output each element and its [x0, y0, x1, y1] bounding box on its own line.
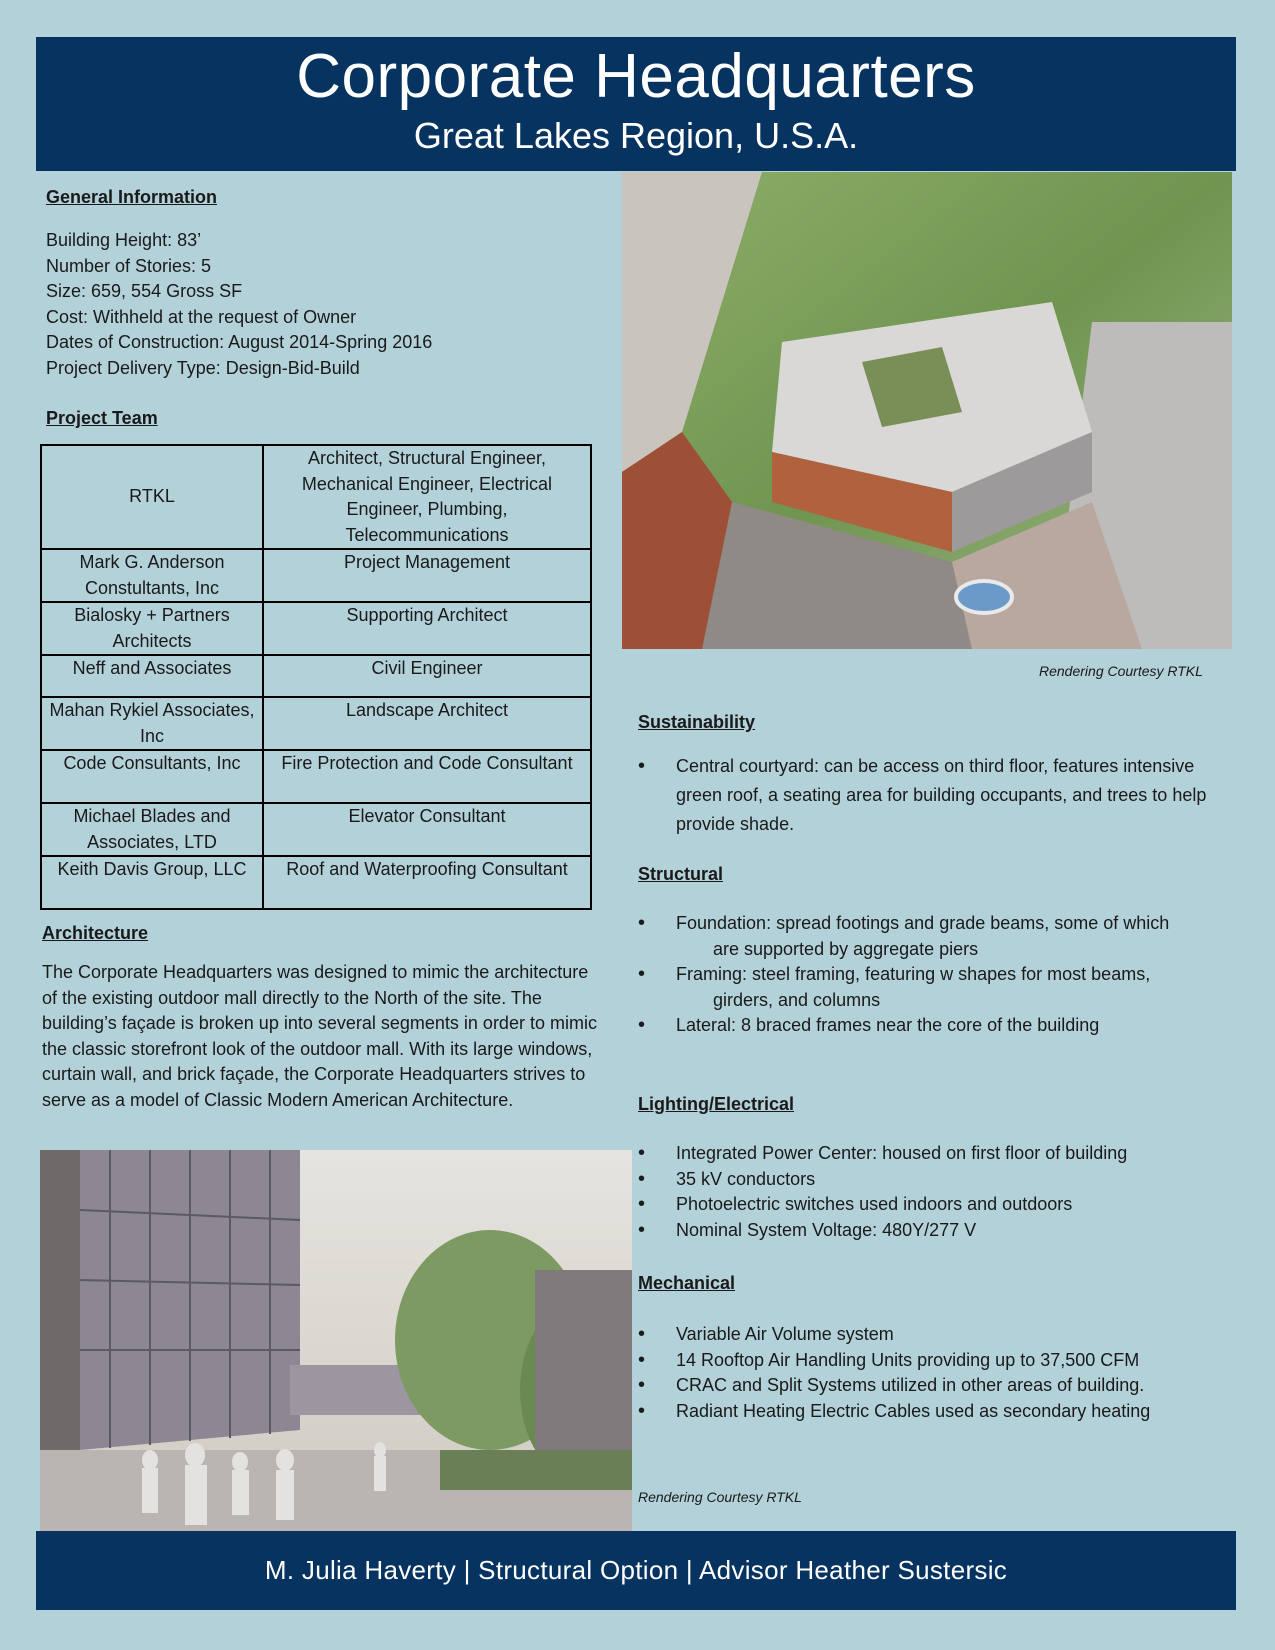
team-role: Supporting Architect: [263, 602, 591, 655]
team-firm: Michael Blades and Associates, LTD: [41, 803, 263, 856]
info-line: Project Delivery Type: Design-Bid-Build: [46, 357, 360, 378]
team-firm: Mark G. Anderson Constultants, Inc: [41, 549, 263, 602]
list-item: • Radiant Heating Electric Cables used as secondary heating: [638, 1399, 1238, 1425]
list-item: • CRAC and Split Systems utilized in other areas of building.: [638, 1373, 1238, 1399]
project-team-table: [40, 444, 592, 910]
architecture-paragraph: The Corporate Headquarters was designed to mimic the architecture of the existing outdoor mall directly to the North of the site. The building’s façade is broken up into several segments in order to mimic the classic storefront look of the outdoor mall. With its large windows, curtain wall, and brick façade, the Corporate Headquarters strives to serve as a model of Classic Modern American Architecture.: [42, 962, 597, 1110]
aerial-rendering-caption: Rendering Courtesy RTKL: [1039, 663, 1203, 679]
list-item: • Integrated Power Center: housed on first floor of building: [638, 1141, 1238, 1167]
sustainability-heading: Sustainability: [638, 712, 756, 732]
list-item-continuation: are supported by aggregate piers: [713, 938, 979, 959]
team-firm: Mahan Rykiel Associates, Inc: [41, 697, 263, 750]
info-line: Building Height: 83’: [46, 230, 202, 250]
list-item: [638, 911, 1238, 962]
table-row: [41, 655, 591, 697]
team-role: Civil Engineer: [263, 655, 591, 697]
structural-heading: Structural: [638, 864, 724, 884]
table-row: [41, 803, 591, 856]
aerial-rendering-graphic: [622, 172, 1232, 649]
page-title: Corporate Headquarters: [296, 42, 976, 111]
structural-list: [638, 911, 1238, 1039]
team-firm: Code Consultants, Inc: [41, 750, 263, 803]
list-item: • 35 kV conductors: [638, 1167, 1238, 1193]
info-line: Dates of Construction: August 2014-Spring 2016: [46, 332, 433, 352]
author-line: M. Julia Haverty | Structural Option | Advisor Heather Sustersic: [264, 1555, 1008, 1585]
list-item-text: Framing: steel framing, featuring w shapes for most beams,: [676, 964, 1151, 984]
street-rendering-image: [40, 1150, 632, 1531]
mechanical-list: [638, 1322, 1238, 1424]
table-row: [41, 549, 591, 602]
mechanical-heading: Mechanical: [638, 1273, 736, 1293]
street-rendering-graphic: [40, 1150, 632, 1531]
team-role: Project Management: [263, 549, 591, 602]
table-row: [41, 856, 591, 909]
list-item-text: Foundation: spread footings and grade beams, some of which: [676, 913, 1170, 933]
table-row: [41, 750, 591, 803]
title-banner: [36, 37, 1236, 171]
team-firm: RTKL: [41, 445, 263, 549]
team-role: Architect, Structural Engineer, Mechanical Engineer, Electrical Engineer, Plumbing, Telecommunications: [263, 445, 591, 549]
info-line: Cost: Withheld at the request of Owner: [46, 306, 357, 327]
table-row: [41, 445, 591, 549]
page-subtitle: Great Lakes Region, U.S.A.: [413, 115, 859, 156]
team-role: Elevator Consultant: [263, 803, 591, 856]
list-item-text: Lateral: 8 braced frames near the core of the building: [676, 1015, 1100, 1035]
team-firm: Keith Davis Group, LLC: [41, 856, 263, 909]
aerial-rendering-image: [622, 172, 1232, 649]
list-item-continuation: girders, and columns: [713, 989, 881, 1010]
lighting-heading: Lighting/Electrical: [638, 1094, 795, 1114]
list-item: [638, 962, 1238, 1013]
team-role: Fire Protection and Code Consultant: [263, 750, 591, 803]
list-item: • Variable Air Volume system: [638, 1322, 1238, 1348]
list-item: • Photoelectric switches used indoors and outdoors: [638, 1192, 1238, 1218]
street-rendering-caption: Rendering Courtesy RTKL: [638, 1489, 802, 1505]
team-role: Landscape Architect: [263, 697, 591, 750]
sustainability-list: [638, 752, 1238, 839]
architecture-heading: Architecture: [42, 923, 149, 943]
list-item: • 14 Rooftop Air Handling Units providing up to 37,500 CFM: [638, 1348, 1238, 1374]
project-team-heading: Project Team: [46, 408, 158, 428]
table-row: [41, 697, 591, 750]
table-row: [41, 602, 591, 655]
list-item: • Central courtyard: can be access on third floor, features intensive green roof, a seating area for building occupants, and trees to help provide shade.: [638, 752, 1238, 839]
info-line: Number of Stories: 5: [46, 255, 212, 276]
list-item: • Nominal System Voltage: 480Y/277 V: [638, 1218, 1238, 1244]
lighting-list: [638, 1141, 1238, 1243]
general-info-heading: General Information: [46, 187, 218, 207]
list-item: [638, 1013, 1238, 1039]
info-line: Size: 659, 554 Gross SF: [46, 281, 243, 301]
team-role: Roof and Waterproofing Consultant: [263, 856, 591, 909]
team-firm: Bialosky + Partners Architects: [41, 602, 263, 655]
team-firm: Neff and Associates: [41, 655, 263, 697]
footer-banner: [36, 1531, 1236, 1610]
